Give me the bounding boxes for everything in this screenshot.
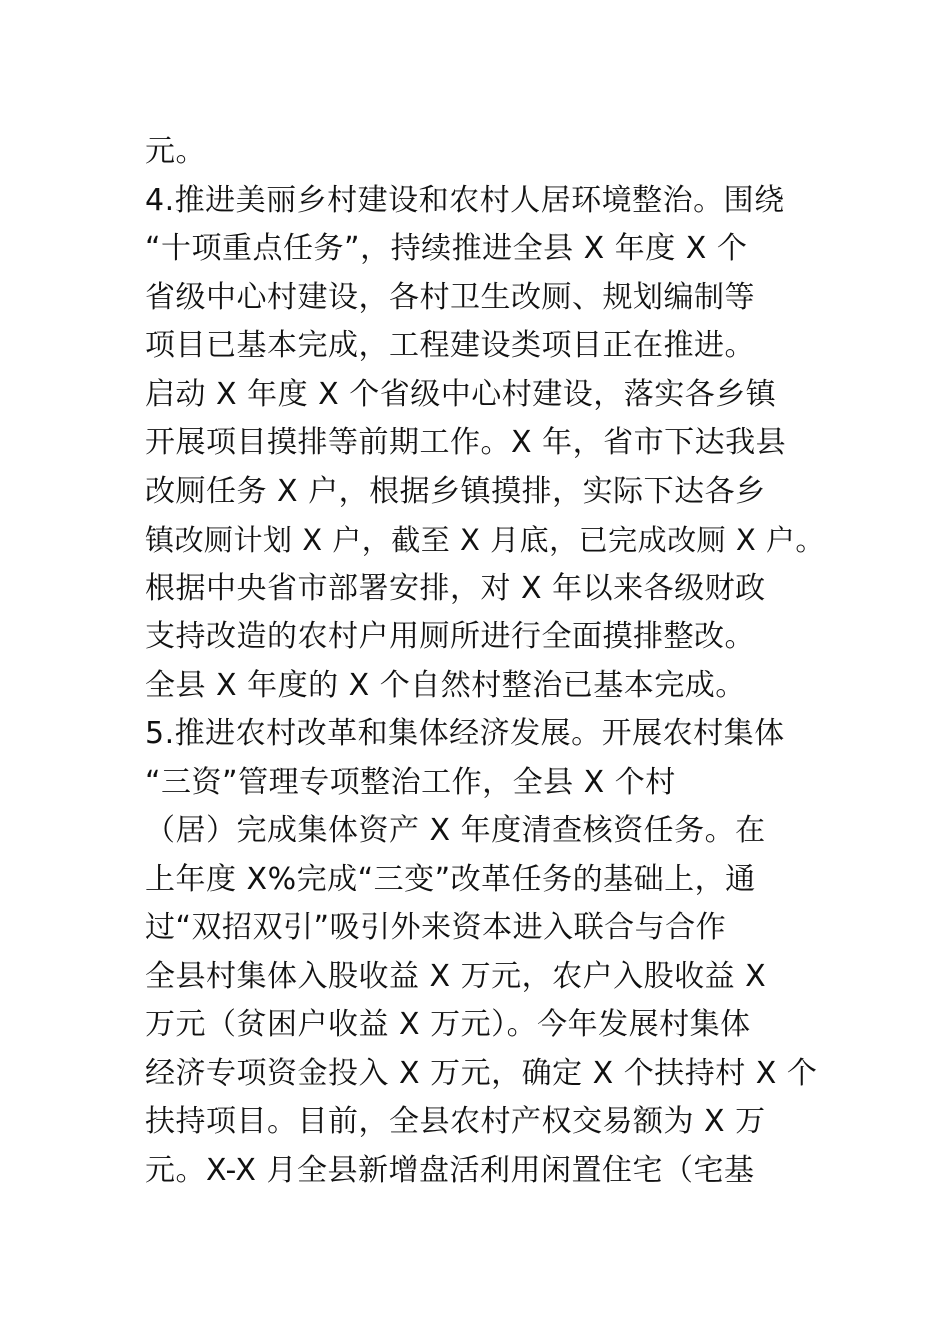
text-line: “十项重点任务”，持续推进全县 X 年度 X 个 bbox=[145, 231, 748, 266]
text-line: 过“双招双引”吸引外来资本进入联合与合作 bbox=[145, 910, 727, 945]
text-line: 经济专项资金投入 X 万元，确定 X 个扶持村 X 个 bbox=[145, 1055, 818, 1091]
text-line: “三资”管理专项整治工作，全县 X 个村 bbox=[145, 764, 676, 800]
text-line: 全县村集体入股收益 X 万元，农户入股收益 X bbox=[145, 958, 767, 994]
text-line: 启动 X 年度 X 个省级中心村建设，落实各乡镇 bbox=[145, 376, 777, 412]
text-line: 上年度 X%完成“三变”改革任务的基础上，通 bbox=[145, 861, 756, 897]
text-line: 根据中央省市部署安排，对 X 年以来各级财政 bbox=[145, 570, 766, 606]
text-line: 全县 X 年度的 X 个自然村整治已基本完成。 bbox=[145, 667, 746, 703]
text-line: 元。X-X 月全县新增盘活利用闲置住宅（宅基 bbox=[145, 1152, 755, 1188]
text-line: 镇改厕计划 X 户，截至 X 月底，已完成改厕 X 户。 bbox=[145, 523, 825, 557]
text-line: 省级中心村建设，各村卫生改厕、规划编制等 bbox=[145, 279, 755, 315]
document-body bbox=[145, 128, 835, 1195]
text-line: 开展项目摸排等前期工作。X 年，省市下达我县 bbox=[145, 425, 787, 460]
text-line: 元。 bbox=[145, 134, 206, 169]
text-line: 万元（贫困户收益 X 万元）。今年发展村集体 bbox=[145, 1007, 751, 1042]
text-line: 扶持项目。目前，全县农村产权交易额为 X 万 bbox=[145, 1104, 766, 1139]
text-line: 支持改造的农村户用厕所进行全面摸排整改。 bbox=[145, 619, 755, 654]
text-line: （居）完成集体资产 X 年度清查核资任务。在 bbox=[145, 813, 766, 848]
text-line: 项目已基本完成，工程建设类项目正在推进。 bbox=[145, 328, 755, 363]
text-line: 改厕任务 X 户，根据乡镇摸排，实际下达各乡 bbox=[145, 473, 766, 509]
text-line: 5.推进农村改革和集体经济发展。开展农村集体 bbox=[145, 716, 785, 751]
text-line: 4.推进美丽乡村建设和农村人居环境整治。围绕 bbox=[145, 182, 785, 218]
